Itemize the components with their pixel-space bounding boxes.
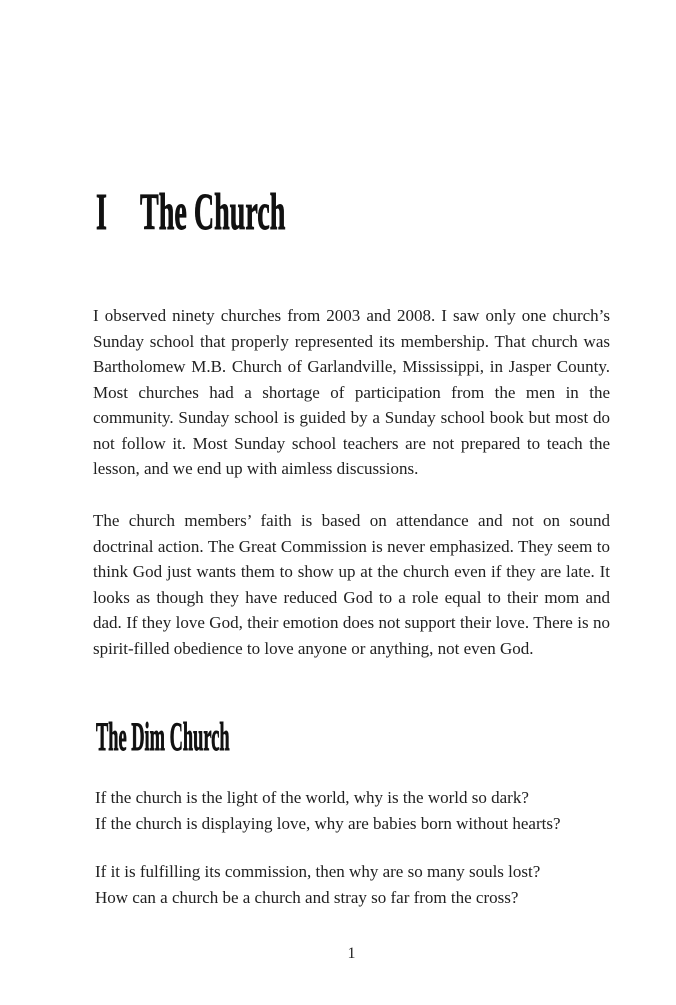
page-number: 1 — [347, 945, 356, 962]
chapter-title-wrap — [140, 184, 409, 241]
chapter-number-wrap — [96, 184, 140, 241]
chapter-heading — [96, 184, 409, 241]
poem-stanza-1 — [95, 785, 625, 836]
poem-stanza-2 — [95, 859, 625, 910]
poem-line: If the church is the light of the world, why is the world so dark? — [95, 788, 529, 807]
chapter-number: I — [96, 184, 107, 241]
paragraph-observed-churches: I observed ninety churches from 2003 and 2008. I saw only one church’s Sunday school that properly represented its membership. That church was Bartholomew M.B. Church of Garlandville, Mississippi, in Jasper County. Most churches had a shortage of participation from the men in the community. Sunday school is guided by a Sunday school book but most do not follow it. Most Sunday school teachers are not prepared to teach the lesson, and we end up with aimless discussions. — [93, 306, 610, 478]
paragraph-members-faith: The church members’ faith is based on attendance and not on sound doctrinal action. The Great Commission is never emphasized. They seem to think God just wants them to show up at the church even if they are late. It looks as though they have reduced God to a role equal to their mom and dad. If they love God, their emotion does not support their love. There is no spirit-filled obedience to love anyone or anything, not even God. — [93, 511, 610, 658]
chapter-title: The Church — [140, 184, 286, 241]
section-heading-text: The Dim Church — [96, 714, 230, 759]
poem-line: If it is fulfilling its commission, then why are so many souls lost? — [95, 862, 541, 881]
poem-line: How can a church be a church and stray so far from the cross? — [95, 887, 519, 907]
poem-line: If the church is displaying love, why are babies born without hearts? — [95, 813, 561, 833]
section-heading — [96, 714, 386, 759]
